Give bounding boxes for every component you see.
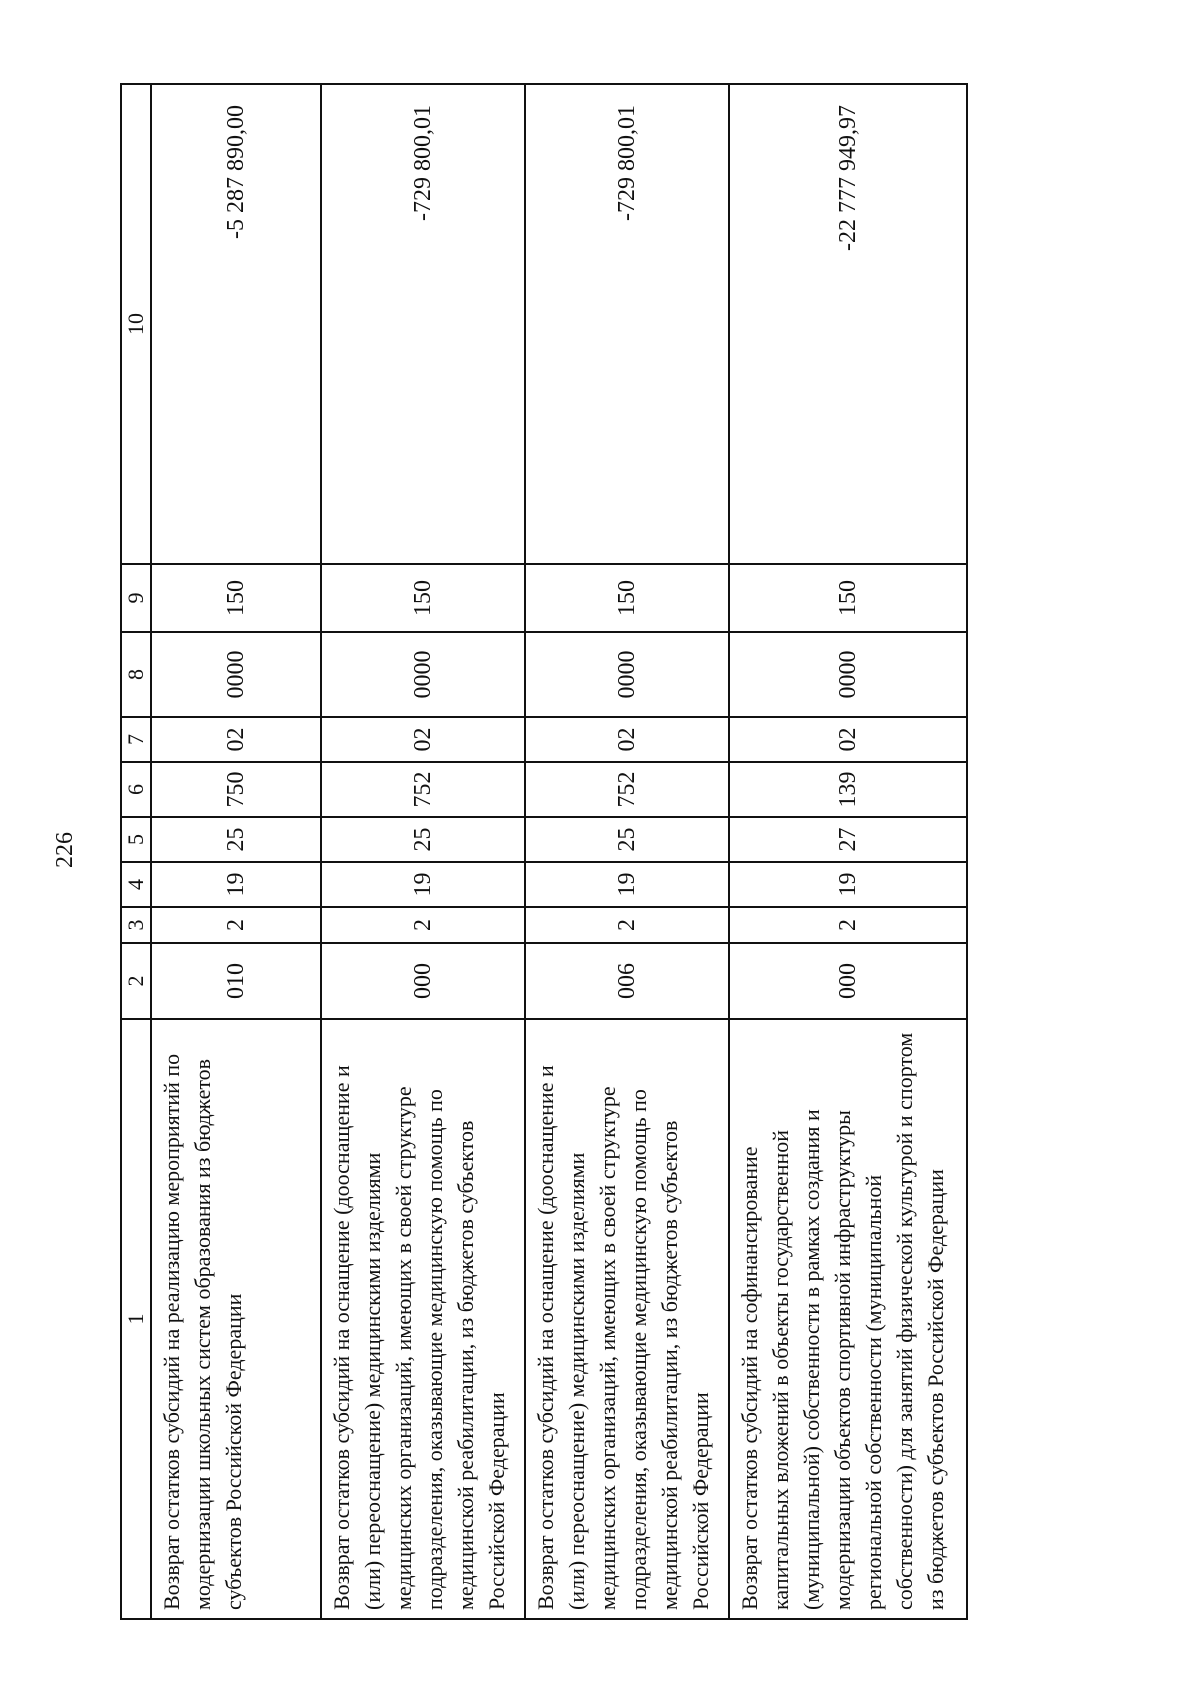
header-row	[121, 84, 151, 1619]
code-cell: 150	[321, 564, 525, 632]
header-cell: 6	[121, 762, 151, 817]
code-cell: 02	[729, 717, 967, 762]
code-cell: 2	[321, 907, 525, 943]
header-cell: 1	[121, 1019, 151, 1619]
description-cell: Возврат остатков субсидий на софинансирование капитальных вложений в объекты государственной (муниципальной) собственности в рамках создания и модернизации объектов спортивной инфраструктуры региональной собственности (муниципальной собственности) для занятий физической культурой и спортом из бюджетов субъектов Российской Федерации	[729, 1019, 967, 1619]
header-cell: 7	[121, 717, 151, 762]
code-cell: 150	[151, 564, 321, 632]
code-cell: 000	[729, 943, 967, 1019]
code-cell: 150	[729, 564, 967, 632]
header-cell: 2	[121, 943, 151, 1019]
code-cell: 27	[729, 817, 967, 862]
header-cell: 4	[121, 862, 151, 907]
description-cell: Возврат остатков субсидий на реализацию мероприятий по модернизации школьных систем образования из бюджетов субъектов Российской Федерации	[151, 1019, 321, 1619]
table-row	[525, 84, 729, 1619]
code-cell: 0000	[525, 632, 729, 717]
code-cell: 2	[729, 907, 967, 943]
code-cell: 2	[525, 907, 729, 943]
amount-cell: -729 800,01	[321, 84, 525, 564]
budget-table	[120, 83, 968, 1620]
code-cell: 19	[151, 862, 321, 907]
code-cell: 19	[525, 862, 729, 907]
document-table-container	[120, 85, 968, 1620]
header-cell: 8	[121, 632, 151, 717]
code-cell: 010	[151, 943, 321, 1019]
code-cell: 752	[321, 762, 525, 817]
header-cell: 9	[121, 564, 151, 632]
code-cell: 0000	[151, 632, 321, 717]
description-cell: Возврат остатков субсидий на оснащение (дооснащение и (или) переоснащение) медицинскими изделиями медицинских организаций, имеющих в своей структуре подразделения, оказывающие медицинскую помощь по медицинской реабилитации, из бюджетов субъектов Российской Федерации	[525, 1019, 729, 1619]
code-cell: 750	[151, 762, 321, 817]
code-cell: 000	[321, 943, 525, 1019]
description-cell: Возврат остатков субсидий на оснащение (дооснащение и (или) переоснащение) медицинскими изделиями медицинских организаций, имеющих в своей структуре подразделения, оказывающие медицинскую помощь по медицинской реабилитации, из бюджетов субъектов Российской Федерации	[321, 1019, 525, 1619]
header-cell: 3	[121, 907, 151, 943]
code-cell: 006	[525, 943, 729, 1019]
header-cell: 5	[121, 817, 151, 862]
code-cell: 02	[321, 717, 525, 762]
code-cell: 139	[729, 762, 967, 817]
code-cell: 25	[525, 817, 729, 862]
code-cell: 02	[151, 717, 321, 762]
amount-cell: -5 287 890,00	[151, 84, 321, 564]
table-row	[151, 84, 321, 1619]
code-cell: 02	[525, 717, 729, 762]
code-cell: 0000	[729, 632, 967, 717]
code-cell: 150	[525, 564, 729, 632]
code-cell: 19	[321, 862, 525, 907]
header-cell: 10	[121, 84, 151, 564]
code-cell: 752	[525, 762, 729, 817]
code-cell: 19	[729, 862, 967, 907]
table-row	[729, 84, 967, 1619]
page-number: 226	[52, 832, 78, 868]
amount-cell: -729 800,01	[525, 84, 729, 564]
code-cell: 25	[321, 817, 525, 862]
code-cell: 2	[151, 907, 321, 943]
code-cell: 0000	[321, 632, 525, 717]
table-row	[321, 84, 525, 1619]
amount-cell: -22 777 949,97	[729, 84, 967, 564]
code-cell: 25	[151, 817, 321, 862]
